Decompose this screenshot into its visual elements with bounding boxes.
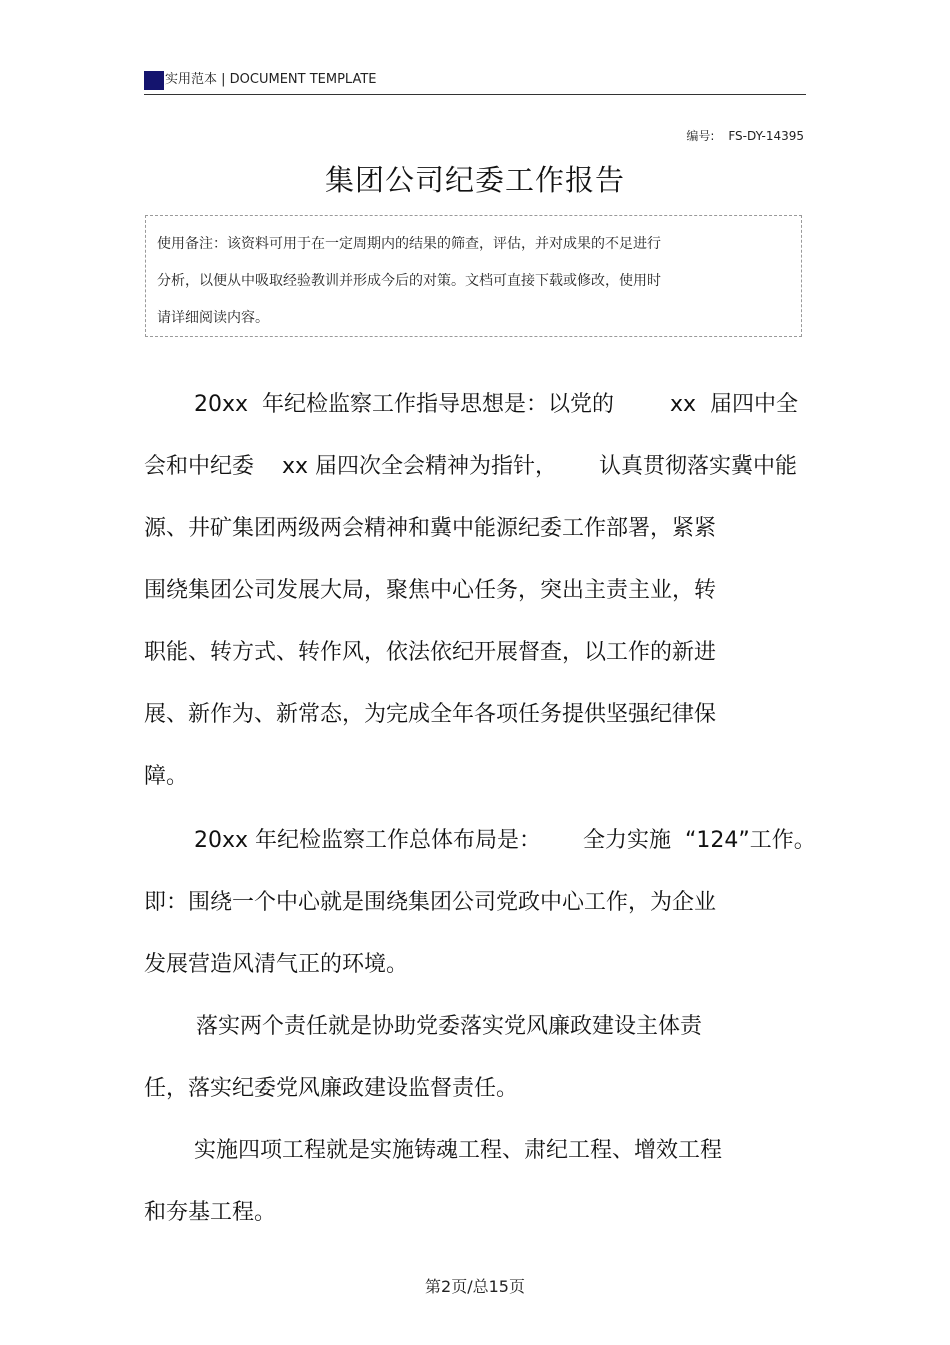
body-line: 围绕集团公司发展大局，聚焦中心任务，突出主责主业，转 [144,578,717,603]
body-line: 源、井矿集团两级两会精神和冀中能源纪委工作部署，紧紧 [144,516,717,541]
usage-note-line: 分析，以便从中吸取经验教训并形成今后的对策。文档可直接下载或修改，使用时 [157,273,661,289]
page-footer: 第2页/总15页 [425,1277,525,1296]
document-number-value: FS-DY-14395 [728,129,804,143]
body-line: 会和中纪委 xx 届四次全会精神为指针， 认真贯彻落实冀中能 [144,454,797,479]
body-line: 障。 [144,764,189,789]
usage-note-box [145,215,802,337]
body-line: 展、新作为、新常态，为完成全年各项任务提供坚强纪律保 [144,702,717,727]
body-line: 职能、转方式、转作风，依法依纪开展督查，以工作的新进 [144,640,717,665]
body-line: 实施四项工程就是实施铸魂工程、肃纪工程、增效工程 [194,1138,723,1163]
body-line: 任，落实纪委党风廉政建设监督责任。 [144,1076,519,1101]
body-line: 20xx 年纪检监察工作指导思想是：以党的 xx 届四中全 [194,392,798,417]
brand-square-icon [144,71,164,90]
body-line: 落实两个责任就是协助党委落实党风廉政建设主体责 [196,1014,703,1039]
body-line: 发展营造风清气正的环境。 [144,952,409,977]
body-line: 和夯基工程。 [144,1200,277,1225]
document-number-label: 编号: [686,129,715,143]
body-line: 即：围绕一个中心就是围绕集团公司党政中心工作，为企业 [144,890,717,915]
document-number [686,127,804,144]
body-line: 20xx 年纪检监察工作总体布局是： 全力实施 “124”工作。 [194,828,816,853]
usage-note-line: 使用备注：该资料可用于在一定周期内的结果的筛查，评估，并对成果的不足进行 [157,236,661,252]
page-header [144,70,806,95]
document-title: 集团公司纪委工作报告 [324,163,625,197]
header-brand-text: 实用范本 | DOCUMENT TEMPLATE [165,72,377,87]
usage-note-line: 请详细阅读内容。 [157,310,269,326]
